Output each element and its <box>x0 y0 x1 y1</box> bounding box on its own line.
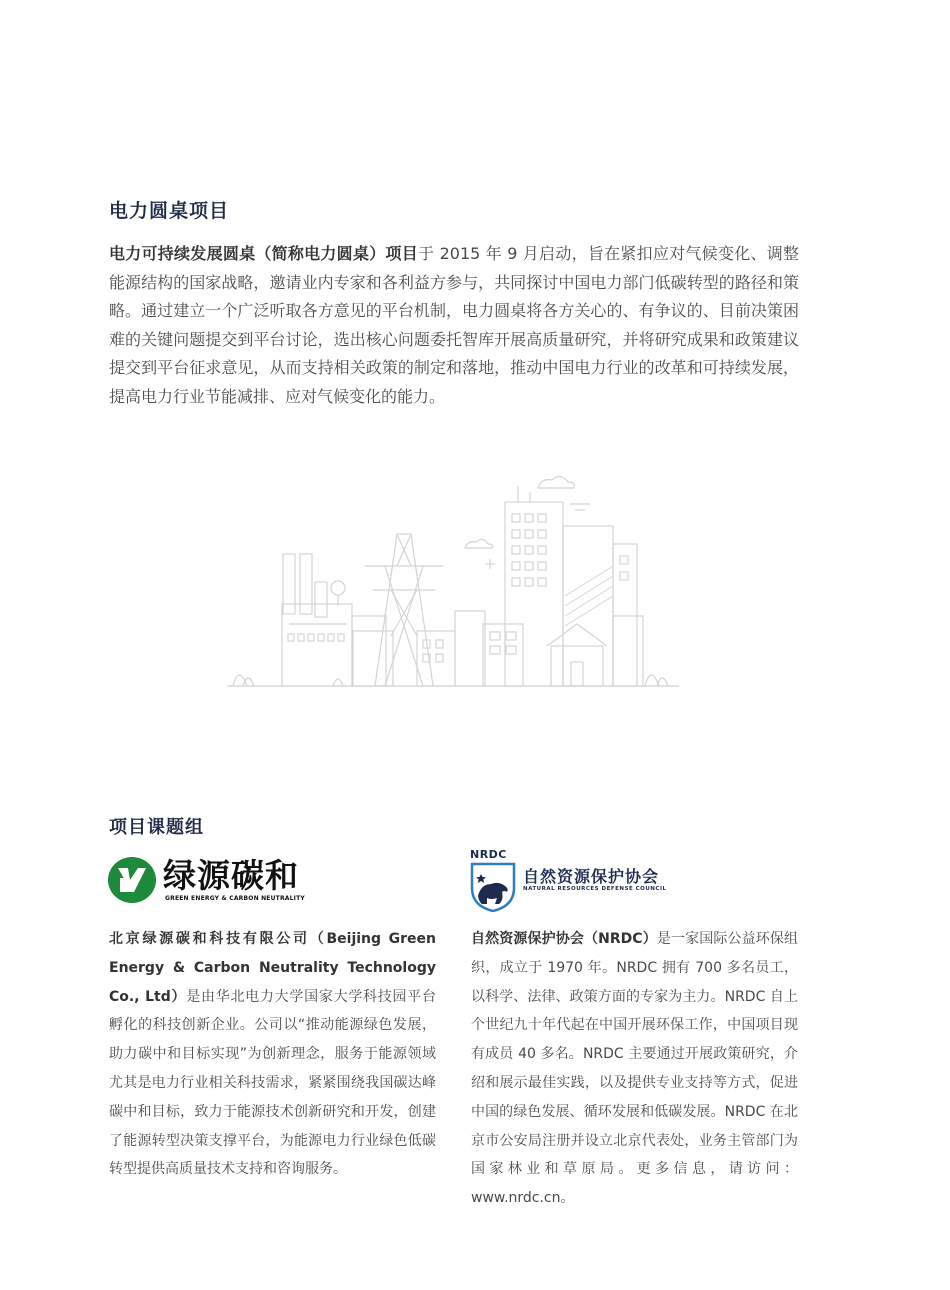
illus-factory <box>282 554 386 686</box>
nrdc-description-body: 是一家国际公益环保组织，成立于 1970 年。NRDC 拥有 700 多名员工，以科学、法律、政策方面的专家为主力。NRDC 自上个世纪九十年代起在中国开展环保工作，中国项目现有成员 40 多名。NRDC 主要通过开展政策研究，介绍和展示最佳实践，以及提供专业支持等方式，促进中国的绿色发展、循环发展和低碳发展。NRDC 在北京市公安局注册并设立北京代表处，业务主管部门为国家林业和草原局。更多信息，请访问：www.nrdc.cn。 <box>471 931 798 1207</box>
illus-house <box>547 616 643 686</box>
illus-clouds <box>465 476 590 569</box>
intro-bold-lead: 电力可持续发展圆桌（简称电力圆桌）项目 <box>109 244 418 263</box>
illus-office-tower <box>505 486 637 686</box>
nrdc-description <box>471 925 798 1213</box>
lyth-logo-subtext: GREEN ENERGY & CARBON NEUTRALITY <box>165 895 305 902</box>
lyth-description-bold: 北京绿源碳和科技有限公司（Beijing Green Energy & Carbon Neutrality Technology Co., Ltd） <box>109 931 436 1005</box>
city-power-illustration <box>225 466 685 696</box>
illus-hatch <box>565 566 613 626</box>
section-title-project-team: 项目课题组 <box>109 817 204 838</box>
illus-power-tower <box>365 534 443 686</box>
lyth-description-body: 是由华北电力大学国家大学科技园平台孵化的科技创新企业。公司以“推动能源绿色发展，助力碳中和目标实现”为创新理念，服务于能源领域尤其是电力行业相关科技需求，紧紧围绕我国碳达峰碳中和目标，致力于能源技术创新研究和开发，创建了能源转型决策支撑平台，为能源电力行业绿色低碳转型提供高质量技术支持和咨询服务。 <box>109 988 436 1178</box>
nrdc-description-bold: 自然资源保护协会（NRDC） <box>471 931 657 947</box>
intro-paragraph <box>109 240 799 412</box>
lyth-description <box>109 925 436 1184</box>
nrdc-bear-shield-icon <box>469 862 517 912</box>
nrdc-logo <box>469 848 669 912</box>
lyth-logo <box>108 852 305 908</box>
nrdc-logo-text: 自然资源保护协会 <box>523 867 660 886</box>
illus-low-buildings <box>353 611 523 686</box>
nrdc-logo-subtext: NATURAL RESOURCES DEFENSE COUNCIL <box>523 886 667 892</box>
section-title-power-roundtable: 电力圆桌项目 <box>109 200 230 222</box>
lyth-logo-text: 绿源碳和 <box>163 856 299 895</box>
intro-body: 于 2015 年 9 月启动，旨在紧扣应对气候变化、调整能源结构的国家战略，邀请业内专家和各利益方参与，共同探讨中国电力部门低碳转型的路径和策略。通过建立一个广泛听取各方意见的平台机制，电力圆桌将各方关心的、有争议的、目前决策困难的关键问题提交到平台讨论，选出核心问题委托智库开展高质量研究，并将研究成果和政策建议提交到平台征求意见，从而支持相关政策的制定和落地，推动中国电力行业的改革和可持续发展，提高电力行业节能减排、应对气候变化的能力。 <box>109 244 799 406</box>
nrdc-logo-abbr: NRDC <box>470 848 507 861</box>
